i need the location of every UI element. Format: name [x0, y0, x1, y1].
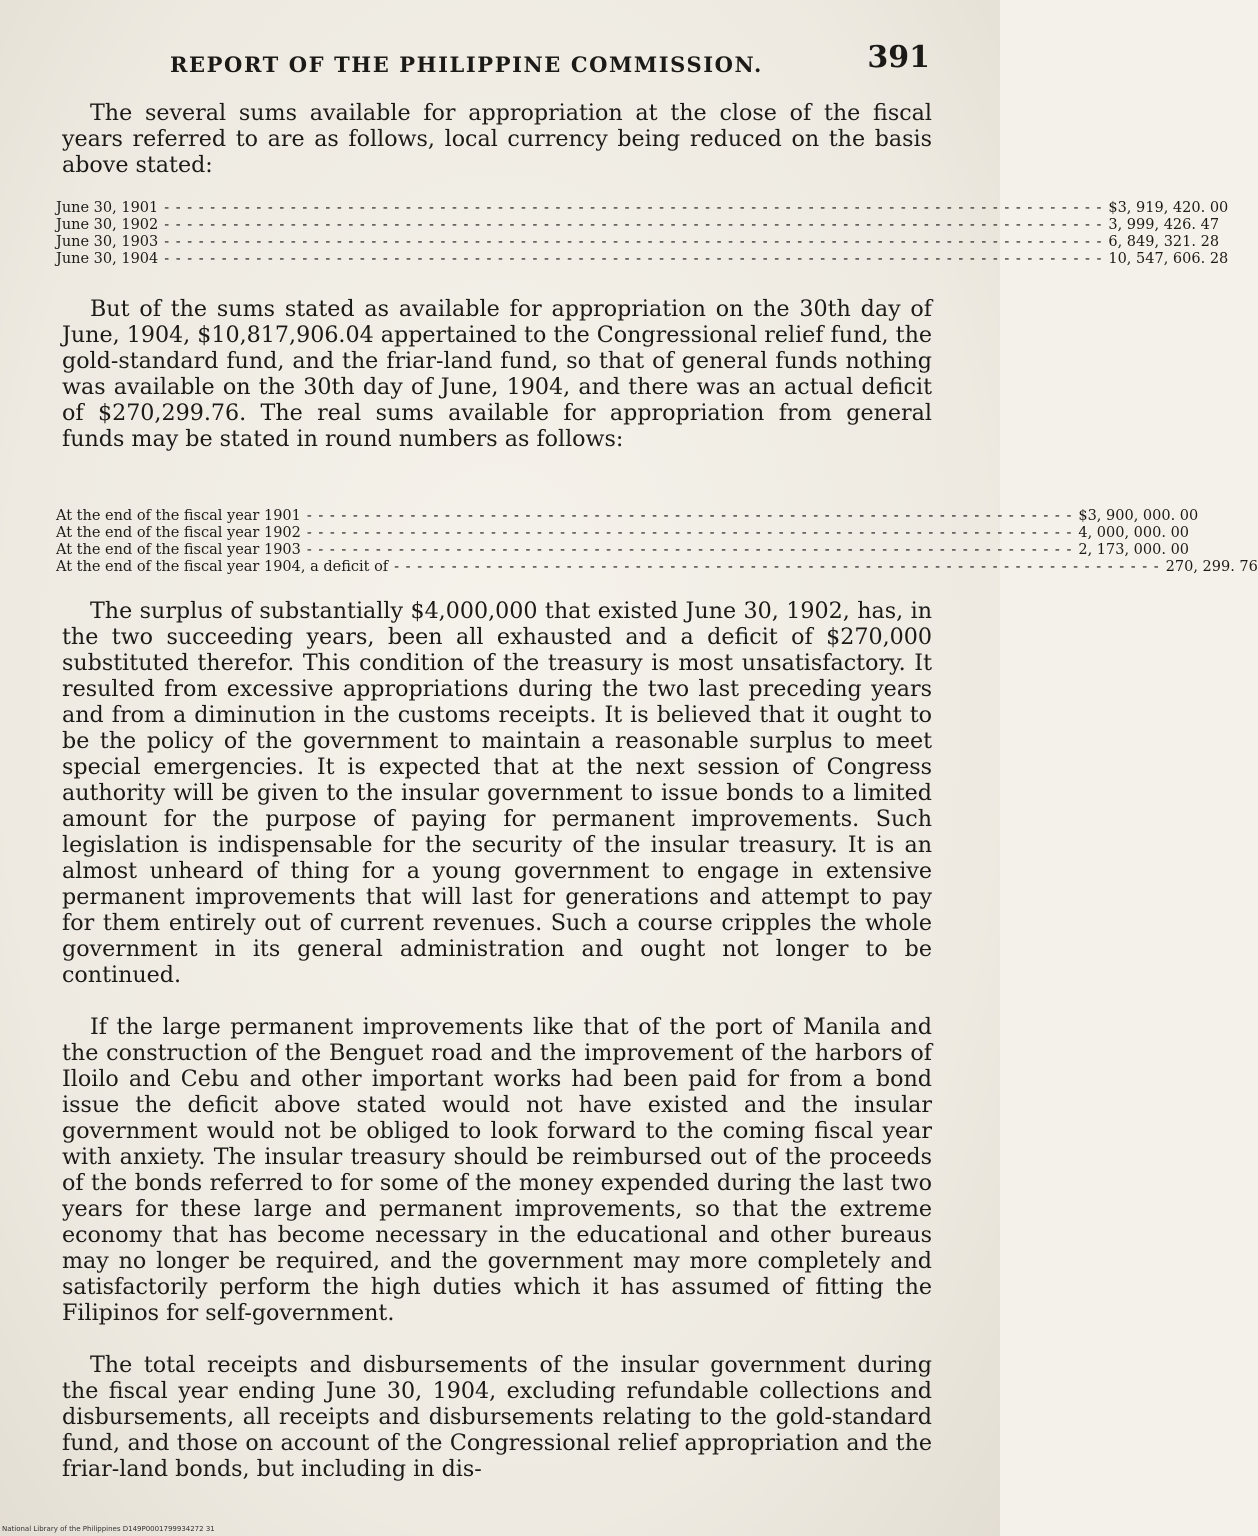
row-label: June 30, 1904 [56, 251, 159, 267]
table-row [56, 200, 1229, 217]
row-value: 4, 000, 000. 00 [1078, 525, 1190, 541]
paragraph-receipts-disbursements: The total receipts and disbursements of the insular government during the fiscal year ending June 30, 1904, excluding refundable collections and disbursements, all receipts and disbursements relating to the gold-standard fund, and those on account of the Congressional relief appropriation and the friar-land bonds, but including in dis- [62, 1352, 932, 1482]
row-value: $3, 919, 420. 00 [1108, 200, 1229, 216]
page-number: 391 [867, 40, 930, 75]
running-header [170, 40, 930, 90]
paragraph-available-sums: The several sums available for appropriation at the close of the fiscal years referred to are as follows, local currency being reduced on the basis above stated: [62, 100, 932, 178]
row-value: 3, 999, 426. 47 [1108, 217, 1220, 233]
row-label: June 30, 1903 [56, 234, 159, 250]
dot-leader: - - - - - - - - - - - - - - - - - - - - - - - - - - - - - - - - - - - - - - - - - - - - - - - - - - - - - - - - - - - - - - - - - - - - - - - - - - - - - - - - - - [164, 217, 1103, 233]
table-row [56, 251, 1229, 268]
row-value: 10, 547, 606. 28 [1108, 251, 1229, 267]
row-value: $3, 900, 000. 00 [1078, 508, 1199, 524]
row-label: At the end of the fiscal year 1904, a deficit of [56, 559, 389, 575]
row-value: 6, 849, 321. 28 [1108, 234, 1220, 250]
table-row [56, 542, 1190, 559]
row-value: 2, 173, 000. 00 [1078, 542, 1190, 558]
table-row [56, 559, 1258, 576]
dot-leader: - - - - - - - - - - - - - - - - - - - - - - - - - - - - - - - - - - - - - - - - - - - - - - - - - - - - - - - - - - - - - - - - - - - - - - - - - - - - - - - - - - [164, 251, 1103, 267]
dot-leader: - - - - - - - - - - - - - - - - - - - - - - - - - - - - - - - - - - - - - - - - - - - - - - - - - - - - - - - - - - - - - - - - - - - [306, 508, 1073, 524]
paragraph-general-funds: But of the sums stated as available for appropriation on the 30th day of June, 1904, $10,817,906.04 appertained to the Congressional relief fund, the gold-standard fund, and the friar-land fund, so that of general funds nothing was available on the 30th day of June, 1904, and there was an actual deficit of $270,299.76. The real sums available for appropriation from general funds may be stated in round numbers as follows: [62, 296, 932, 452]
dot-leader: - - - - - - - - - - - - - - - - - - - - - - - - - - - - - - - - - - - - - - - - - - - - - - - - - - - - - - - - - - - - - - - - - - - - - - - - - - - - - - - - - - [164, 200, 1103, 216]
row-value: 270, 299. 76 [1165, 559, 1258, 575]
table-fiscal-year-sums [56, 508, 1258, 576]
scan-footer-credit: National Library of the Philippines D149P0001799934272 31 [2, 1525, 215, 1533]
table-row [56, 525, 1190, 542]
table-row [56, 508, 1199, 525]
paragraph-permanent-improvements: If the large permanent improvements like that of the port of Manila and the construction of the Benguet road and the improvement of the harbors of Iloilo and Cebu and other important works had been paid for from a bond issue the deficit above stated would not have existed and the insular government would not be obliged to look forward to the coming fiscal year with anxiety. The insular treasury should be reimbursed out of the proceeds of the bonds referred to for some of the money expended during the last two years for these large and permanent improvements, so that the extreme economy that has become necessary in the educational and other bureaus may no longer be required, and the government may more completely and satisfactorily perform the high duties which it has assumed of fitting the Filipinos for self-government. [62, 1014, 932, 1326]
dot-leader: - - - - - - - - - - - - - - - - - - - - - - - - - - - - - - - - - - - - - - - - - - - - - - - - - - - - - - - - - - - - - - - - - - - [394, 559, 1160, 575]
paragraph-surplus-deficit: The surplus of substantially $4,000,000 that existed June 30, 1902, has, in the two succeeding years, been all exhausted and a deficit of $270,000 substituted therefor. This condition of the treasury is most unsatisfactory. It resulted from excessive appropriations during the two last preceding years and from a diminution in the customs receipts. It is believed that it ought to be the policy of the government to maintain a reasonable surplus to meet special emergencies. It is expected that at the next session of Congress authority will be given to the insular government to issue bonds to a limited amount for the purpose of paying for permanent improvements. Such legislation is indispensable for the security of the insular treasury. It is an almost unheard of thing for a young government to engage in extensive permanent improvements that will last for generations and attempt to pay for them entirely out of current revenues. Such a course cripples the whole government in its general administration and ought not longer to be continued. [62, 598, 932, 988]
dot-leader: - - - - - - - - - - - - - - - - - - - - - - - - - - - - - - - - - - - - - - - - - - - - - - - - - - - - - - - - - - - - - - - - - - - [306, 542, 1073, 558]
page-header-title: REPORT OF THE PHILIPPINE COMMISSION. [170, 52, 763, 77]
table-row [56, 217, 1220, 234]
row-label: June 30, 1902 [56, 217, 159, 233]
table-sums-by-date [56, 200, 1229, 268]
table-row [56, 234, 1220, 251]
row-label: June 30, 1901 [56, 200, 159, 216]
dot-leader: - - - - - - - - - - - - - - - - - - - - - - - - - - - - - - - - - - - - - - - - - - - - - - - - - - - - - - - - - - - - - - - - - - - - - - - - - - - - - - - - - - [164, 234, 1103, 250]
row-label: At the end of the fiscal year 1902 [56, 525, 301, 541]
row-label: At the end of the fiscal year 1901 [56, 508, 301, 524]
row-label: At the end of the fiscal year 1903 [56, 542, 301, 558]
dot-leader: - - - - - - - - - - - - - - - - - - - - - - - - - - - - - - - - - - - - - - - - - - - - - - - - - - - - - - - - - - - - - - - - - - - [306, 525, 1073, 541]
